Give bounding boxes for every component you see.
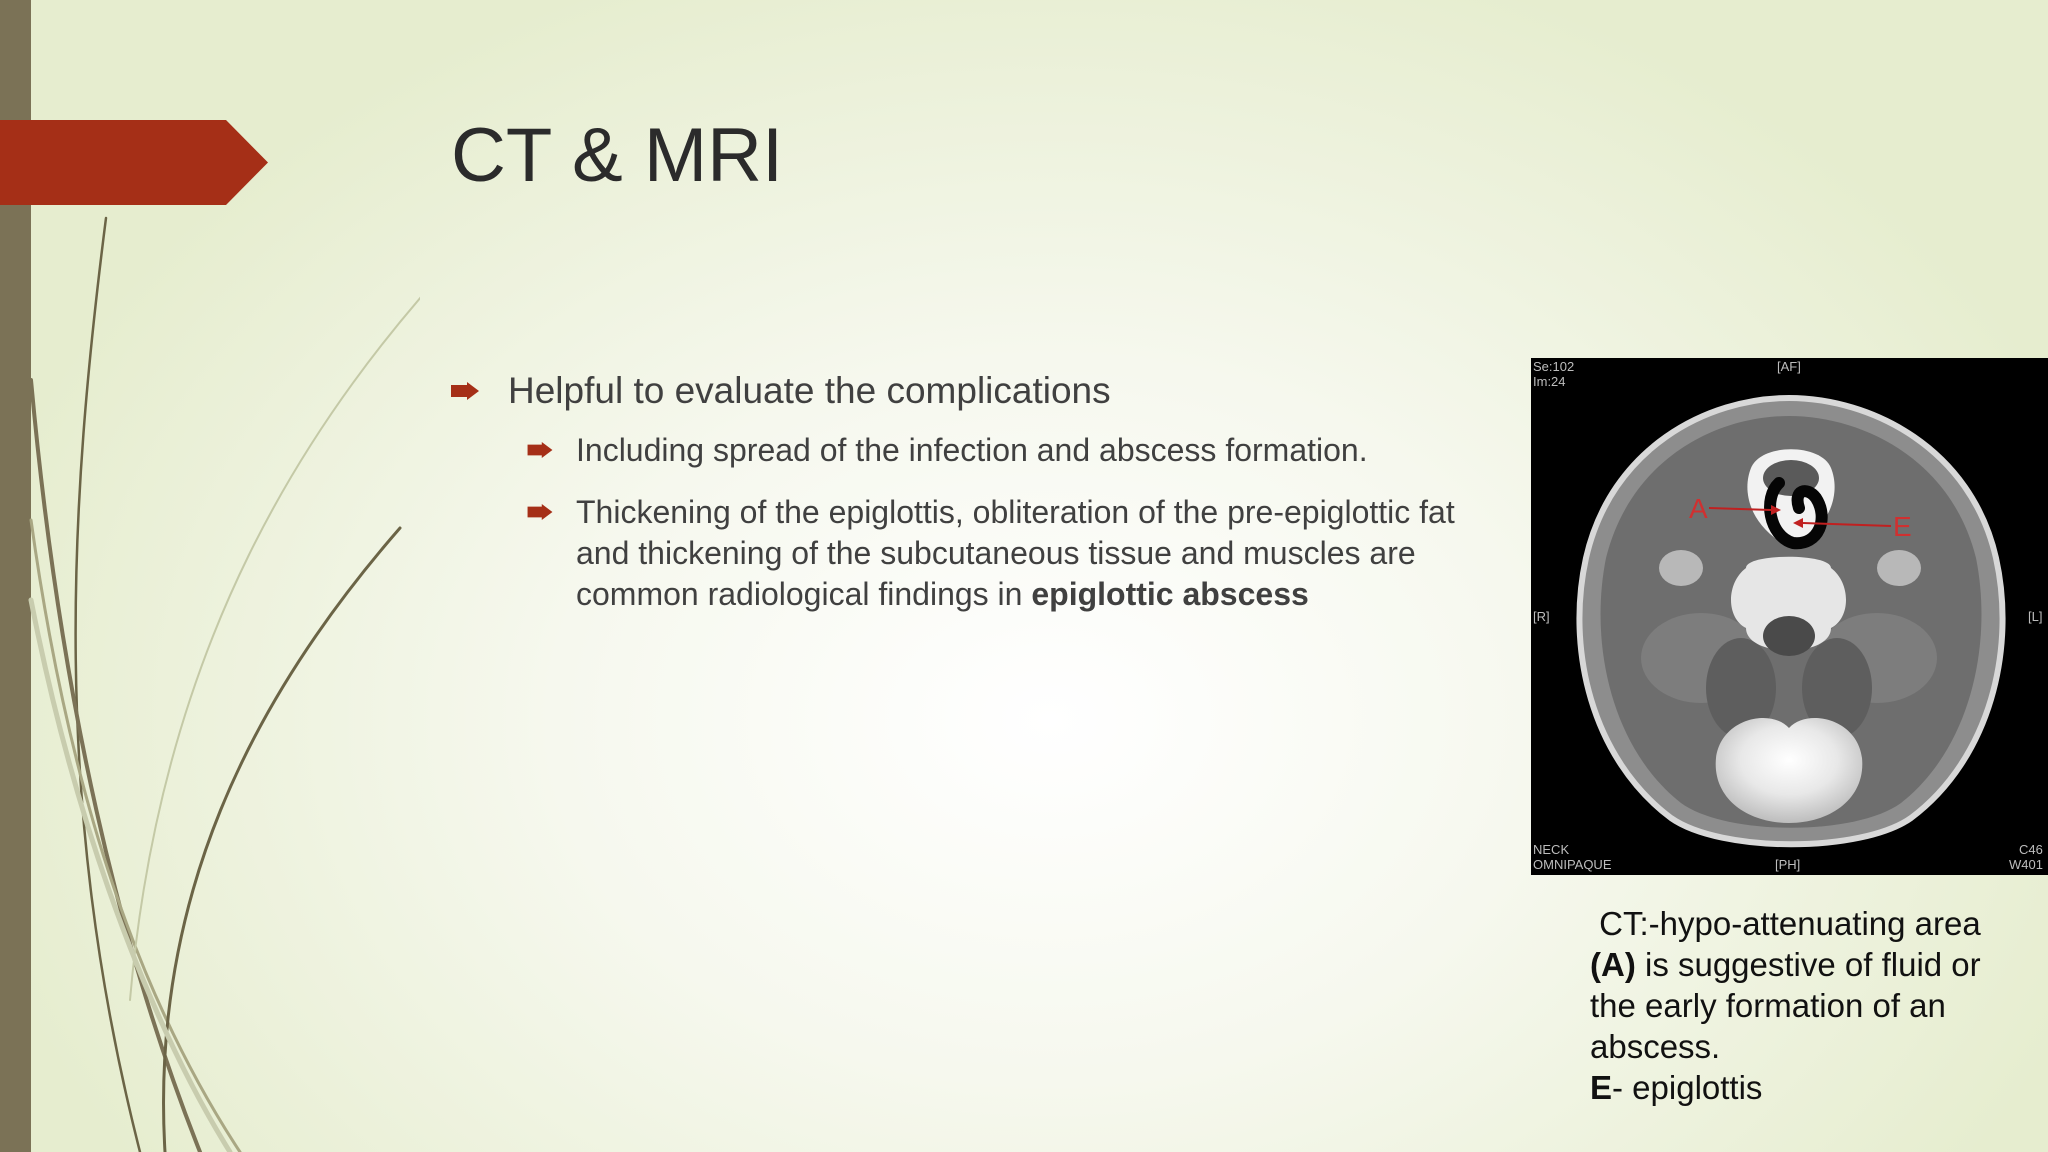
- sub-bullet-text: Including spread of the infection and abscess formation.: [576, 432, 1368, 468]
- ct-overlay-contrast: OMNIPAQUE: [1533, 857, 1612, 872]
- ct-overlay-left: [R]: [1533, 609, 1550, 624]
- bullet-text: Helpful to evaluate the complications: [508, 370, 1111, 411]
- ct-scan-image: [1531, 358, 2048, 875]
- marker-e: E: [1893, 511, 1912, 542]
- sub-bullet-text: Thickening of the epiglottis, obliteration of the pre-epiglottic fat and thickening of the subcutaneous tissue and muscles are common radiological findings in: [576, 494, 1455, 612]
- ct-overlay-neck: NECK: [1533, 842, 1570, 857]
- caption-a-text: is suggestive of fluid or the early formation of an abscess.: [1590, 946, 1981, 1065]
- arrow-right-bullet-icon: [527, 504, 553, 520]
- bullet-list: [451, 367, 1491, 615]
- sub-bullet-item: [451, 492, 1491, 615]
- ct-overlay-bottom: [PH]: [1775, 857, 1801, 872]
- ct-overlay-window-center: C46: [2019, 842, 2043, 857]
- title-accent-arrow: [0, 120, 268, 205]
- ct-overlay-series: Se:102: [1533, 359, 1575, 374]
- ct-overlay-image: Im:24: [1533, 374, 1566, 389]
- bullet-item: [451, 367, 1491, 415]
- sub-bullet-bold-text: epiglottic abscess: [1031, 576, 1309, 612]
- image-caption: [1590, 903, 2010, 1108]
- ct-overlay-top: [AF]: [1777, 359, 1801, 374]
- arrow-right-bullet-icon: [527, 442, 553, 458]
- ct-overlay-window-width: W401: [2009, 857, 2043, 872]
- slide-title: CT & MRI: [451, 113, 784, 198]
- arrow-right-bullet-icon: [451, 382, 479, 400]
- caption-line-1: CT:-hypo-attenuating area: [1590, 905, 1981, 942]
- ct-overlay-right: [L]: [2028, 609, 2043, 624]
- caption-a-label: (A): [1590, 946, 1636, 983]
- caption-e-label: E: [1590, 1069, 1613, 1106]
- sub-bullet-item: [451, 430, 1491, 471]
- marker-a: A: [1689, 493, 1708, 524]
- caption-e-text: - epiglottis: [1612, 1069, 1763, 1106]
